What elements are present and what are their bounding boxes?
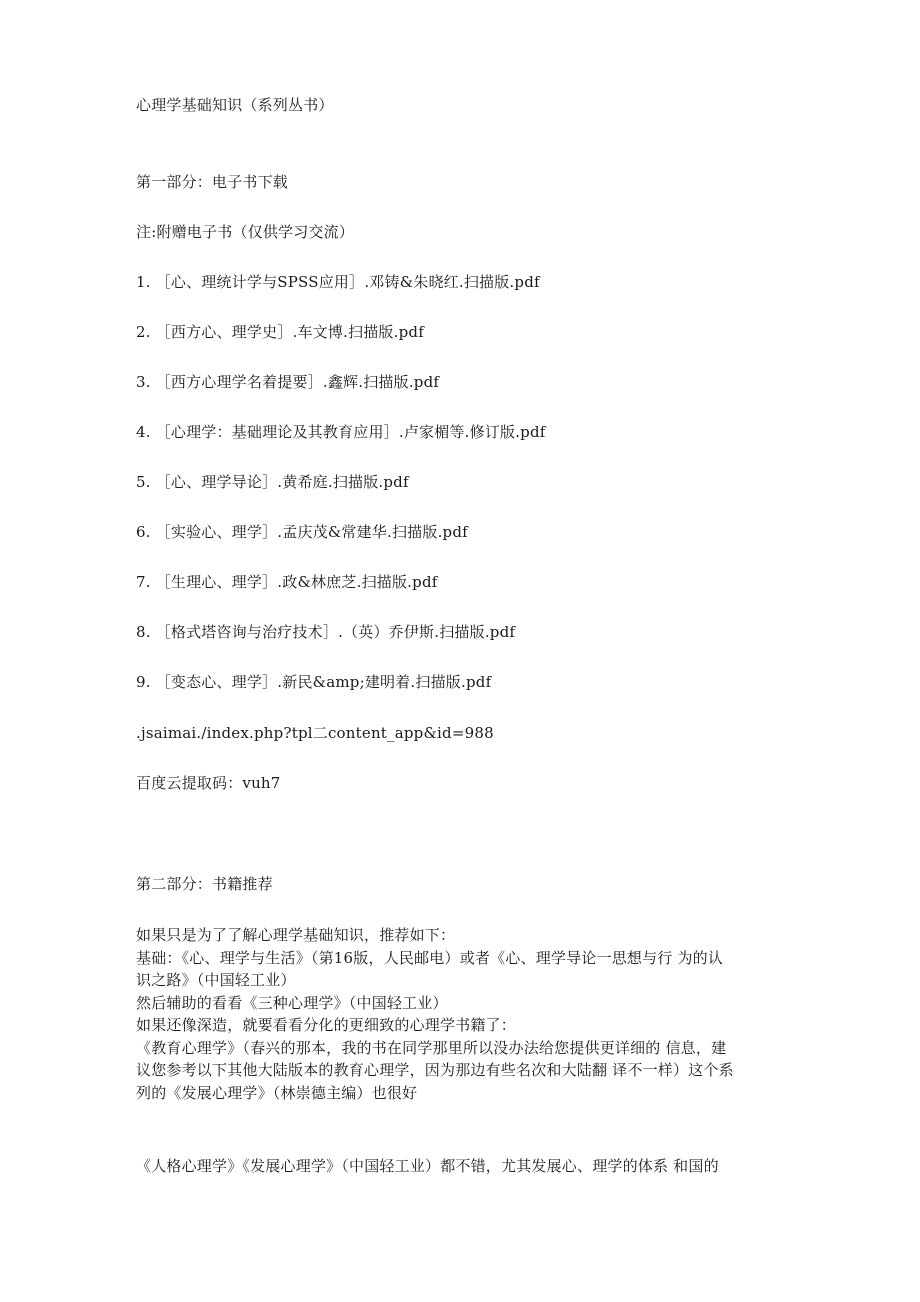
ebook-item-1: 1. ［心、理统计学与SPSS应用］.邓铸&朱晓红.扫描版.pdf	[136, 273, 540, 291]
paragraph-line: 然后辅助的看看《三种心理学》（中国轻工业）	[136, 993, 448, 1012]
paragraph-line: 如果还像深造，就要看看分化的更细致的心理学书籍了：	[136, 1016, 517, 1034]
recommendation-paragraph-2: 《人格心理学》《发展心理学》（中国轻工业）都不错，尤其发展心、理学的体系 和国的	[136, 1157, 719, 1175]
ebook-item-2: 2. ［西方心、理学史］.车文博.扫描版.pdf	[136, 323, 424, 341]
paragraph-line: 识之路》（中国轻工业）	[136, 971, 296, 989]
ebook-item-6: 6. ［实验心、理学］.孟庆茂&常建华.扫描版.pdf	[136, 523, 468, 541]
recommendation-paragraph	[136, 924, 792, 1104]
paragraph-line: 基础：《心、理学与生活》（第16版，人民邮电）或者《心、理学导论一思想与行 为的认	[136, 948, 724, 967]
ebook-item-9: 9. ［变态心、理学］.新民&amp;建明着.扫描版.pdf	[136, 673, 492, 691]
part1-heading: 第一部分：电子书下载	[136, 173, 289, 191]
ebook-item-5: 5. ［心、理学导论］.黄希庭.扫描版.pdf	[136, 473, 409, 491]
part1-note: 注:附赠电子书（仅供学习交流）	[136, 223, 355, 241]
document-title: 心理学基础知识（系列丛书）	[136, 96, 334, 114]
ebook-item-7: 7. ［生理心、理学］.政&林庶芝.扫描版.pdf	[136, 573, 438, 591]
paragraph-line: 《教育心理学》（春兴的那本，我的书在同学那里所以没办法给您提供更详细的 信息，建	[136, 1038, 727, 1057]
ebook-item-4: 4. ［心理学：基础理论及其教育应用］.卢家楣等.修订版.pdf	[136, 423, 546, 441]
extraction-code: 百度云提取码：vuh7	[136, 774, 281, 792]
paragraph-line: 议您参考以下其他大陆版本的教育心理学，因为那边有些名次和大陆翻 译不一样）这个系	[136, 1061, 734, 1079]
paragraph-line: 如果只是为了了解心理学基础知识，推荐如下：	[136, 926, 456, 944]
paragraph-line: 列的《发展心理学》（林崇德主编）也很好	[136, 1083, 418, 1102]
ebook-item-8: 8. ［格式塔咨询与治疗技术］.（英）乔伊斯.扫描版.pdf	[136, 623, 516, 641]
part2-heading: 第二部分：书籍推荐	[136, 875, 273, 893]
ebook-item-3: 3. ［西方心理学名着提要］.鑫辉.扫描版.pdf	[136, 373, 440, 391]
download-link-text: .jsaimai./index.php?tpl二content_app&id=988	[136, 724, 494, 742]
